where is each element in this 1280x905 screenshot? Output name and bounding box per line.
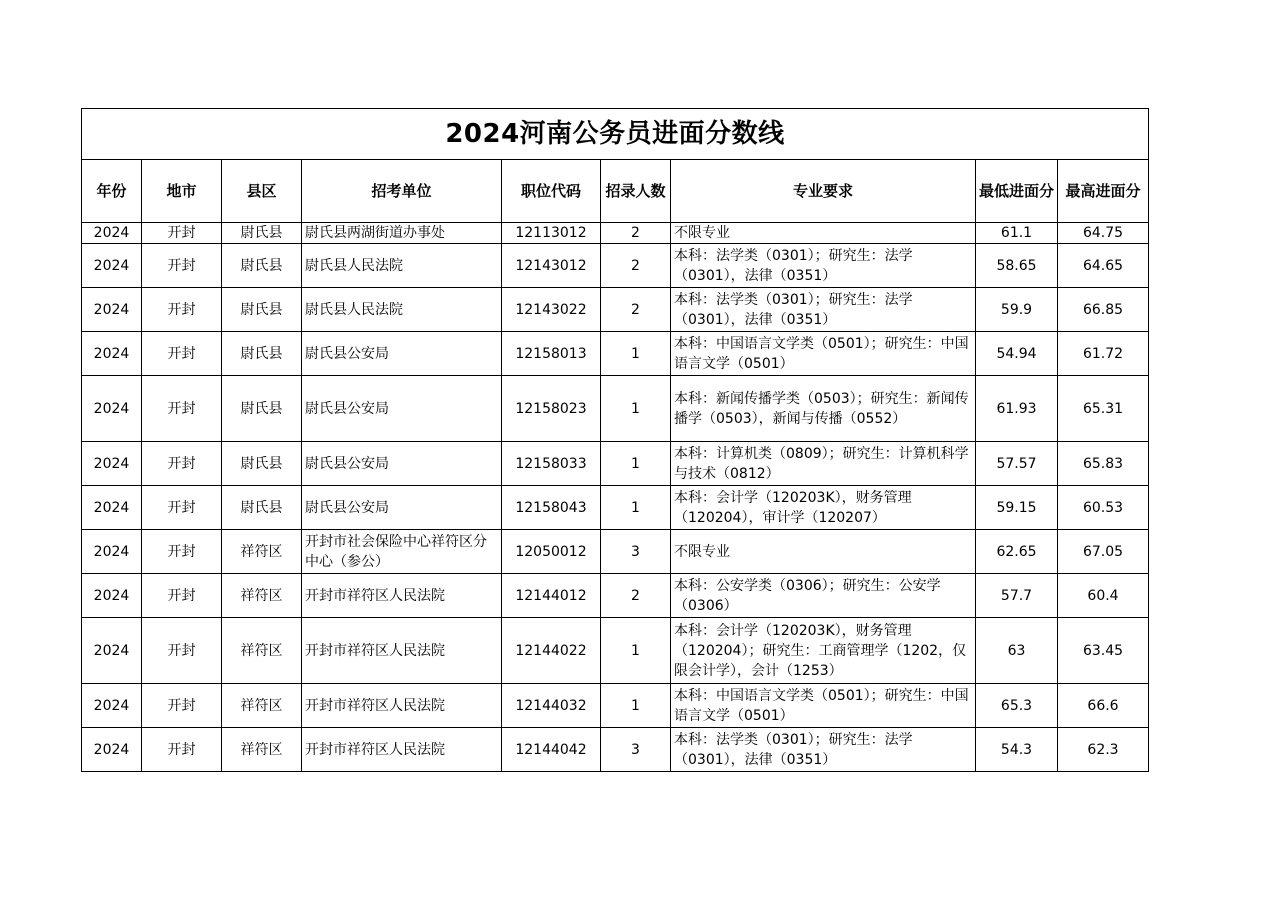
cell-num: 2: [601, 223, 671, 244]
cell-min: 58.65: [976, 244, 1058, 288]
cell-city: 开封: [142, 684, 222, 728]
cell-code: 12143022: [502, 288, 601, 332]
cell-major: 不限专业: [671, 223, 976, 244]
cell-code: 12144032: [502, 684, 601, 728]
cell-min: 59.9: [976, 288, 1058, 332]
cell-major: 本科：中国语言文学类（0501）；研究生：中国语言文学（0501）: [671, 332, 976, 376]
cell-num: 1: [601, 332, 671, 376]
cell-major: 本科：法学类（0301）；研究生：法学（0301），法律（0351）: [671, 288, 976, 332]
cell-unit: 开封市祥符区人民法院: [302, 574, 502, 618]
cell-unit: 尉氏县两湖街道办事处: [302, 223, 502, 244]
cell-major: 不限专业: [671, 530, 976, 574]
cell-year: 2024: [82, 728, 142, 772]
cell-year: 2024: [82, 244, 142, 288]
cell-major: 本科：法学类（0301）；研究生：法学（0301），法律（0351）: [671, 244, 976, 288]
cell-year: 2024: [82, 288, 142, 332]
cell-max: 64.75: [1058, 223, 1149, 244]
cell-year: 2024: [82, 442, 142, 486]
cell-max: 63.45: [1058, 618, 1149, 684]
cell-min: 61.93: [976, 376, 1058, 442]
cell-city: 开封: [142, 376, 222, 442]
cell-num: 1: [601, 684, 671, 728]
cell-year: 2024: [82, 376, 142, 442]
header-max: 最高进面分: [1058, 160, 1149, 223]
cell-min: 54.94: [976, 332, 1058, 376]
cell-year: 2024: [82, 684, 142, 728]
cell-code: 12144022: [502, 618, 601, 684]
cell-max: 65.83: [1058, 442, 1149, 486]
cell-major: 本科：法学类（0301）；研究生：法学（0301），法律（0351）: [671, 728, 976, 772]
cell-unit: 尉氏县公安局: [302, 332, 502, 376]
cell-code: 12158033: [502, 442, 601, 486]
cell-county: 尉氏县: [222, 332, 302, 376]
table-row: [82, 684, 1149, 728]
cell-max: 66.85: [1058, 288, 1149, 332]
cell-unit: 开封市祥符区人民法院: [302, 728, 502, 772]
cell-max: 65.31: [1058, 376, 1149, 442]
header-major: 专业要求: [671, 160, 976, 223]
cell-county: 祥符区: [222, 728, 302, 772]
header-year: 年份: [82, 160, 142, 223]
cell-year: 2024: [82, 486, 142, 530]
cell-city: 开封: [142, 574, 222, 618]
cell-major: 本科：公安学类（0306）；研究生：公安学（0306）: [671, 574, 976, 618]
cell-code: 12113012: [502, 223, 601, 244]
cell-num: 2: [601, 244, 671, 288]
cell-county: 祥符区: [222, 618, 302, 684]
cell-major: 本科：新闻传播学类（0503）；研究生：新闻传播学（0503），新闻与传播（0552）: [671, 376, 976, 442]
cell-num: 3: [601, 530, 671, 574]
cell-county: 祥符区: [222, 574, 302, 618]
cell-max: 64.65: [1058, 244, 1149, 288]
header-unit: 招考单位: [302, 160, 502, 223]
cell-code: 12158023: [502, 376, 601, 442]
cell-min: 57.7: [976, 574, 1058, 618]
cell-num: 1: [601, 486, 671, 530]
table-row: [82, 288, 1149, 332]
cell-county: 尉氏县: [222, 244, 302, 288]
title-row: [82, 109, 1149, 160]
cell-max: 62.3: [1058, 728, 1149, 772]
cell-code: 12158013: [502, 332, 601, 376]
cell-num: 1: [601, 618, 671, 684]
cell-major: 本科：计算机类（0809）；研究生：计算机科学与技术（0812）: [671, 442, 976, 486]
cell-num: 3: [601, 728, 671, 772]
table-row: [82, 332, 1149, 376]
cell-county: 尉氏县: [222, 288, 302, 332]
header-code: 职位代码: [502, 160, 601, 223]
cell-unit: 尉氏县公安局: [302, 486, 502, 530]
cell-code: 12144042: [502, 728, 601, 772]
header-row: [82, 160, 1149, 223]
cell-year: 2024: [82, 574, 142, 618]
cell-max: 66.6: [1058, 684, 1149, 728]
cell-num: 1: [601, 376, 671, 442]
table-row: [82, 442, 1149, 486]
cell-county: 尉氏县: [222, 376, 302, 442]
table-row: [82, 530, 1149, 574]
cell-city: 开封: [142, 618, 222, 684]
cell-min: 63: [976, 618, 1058, 684]
cell-max: 67.05: [1058, 530, 1149, 574]
cell-unit: 开封市祥符区人民法院: [302, 618, 502, 684]
cell-min: 57.57: [976, 442, 1058, 486]
cell-year: 2024: [82, 618, 142, 684]
table-title: 2024河南公务员进面分数线: [82, 109, 1149, 160]
cell-city: 开封: [142, 442, 222, 486]
cell-year: 2024: [82, 332, 142, 376]
table-row: [82, 574, 1149, 618]
cell-code: 12050012: [502, 530, 601, 574]
table-row: [82, 618, 1149, 684]
header-county: 县区: [222, 160, 302, 223]
cell-unit: 尉氏县公安局: [302, 442, 502, 486]
header-min: 最低进面分: [976, 160, 1058, 223]
cell-num: 2: [601, 574, 671, 618]
cell-unit: 尉氏县人民法院: [302, 244, 502, 288]
cell-year: 2024: [82, 223, 142, 244]
header-num: 招录人数: [601, 160, 671, 223]
cell-county: 尉氏县: [222, 223, 302, 244]
table-row: [82, 486, 1149, 530]
cell-major: 本科：中国语言文学类（0501）；研究生：中国语言文学（0501）: [671, 684, 976, 728]
cell-unit: 尉氏县人民法院: [302, 288, 502, 332]
cell-max: 60.53: [1058, 486, 1149, 530]
cell-county: 尉氏县: [222, 486, 302, 530]
cell-min: 62.65: [976, 530, 1058, 574]
cell-year: 2024: [82, 530, 142, 574]
cell-min: 65.3: [976, 684, 1058, 728]
cell-major: 本科：会计学（120203K），财务管理（120204）；研究生：工商管理学（1202，仅限会计学），会计（1253）: [671, 618, 976, 684]
cell-code: 12143012: [502, 244, 601, 288]
cell-min: 59.15: [976, 486, 1058, 530]
cell-min: 61.1: [976, 223, 1058, 244]
cell-city: 开封: [142, 530, 222, 574]
cell-max: 60.4: [1058, 574, 1149, 618]
header-city: 地市: [142, 160, 222, 223]
cell-code: 12144012: [502, 574, 601, 618]
cell-unit: 尉氏县公安局: [302, 376, 502, 442]
table-row: [82, 244, 1149, 288]
cell-city: 开封: [142, 728, 222, 772]
table-row: [82, 376, 1149, 442]
cell-county: 尉氏县: [222, 442, 302, 486]
table-row: [82, 223, 1149, 244]
cell-major: 本科：会计学（120203K），财务管理（120204），审计学（120207）: [671, 486, 976, 530]
cell-num: 1: [601, 442, 671, 486]
table-row: [82, 728, 1149, 772]
cell-county: 祥符区: [222, 530, 302, 574]
cell-city: 开封: [142, 486, 222, 530]
cell-unit: 开封市社会保险中心祥符区分中心（参公）: [302, 530, 502, 574]
cell-city: 开封: [142, 244, 222, 288]
score-table: [81, 108, 1149, 772]
cell-min: 54.3: [976, 728, 1058, 772]
cell-city: 开封: [142, 332, 222, 376]
cell-city: 开封: [142, 223, 222, 244]
cell-county: 祥符区: [222, 684, 302, 728]
cell-unit: 开封市祥符区人民法院: [302, 684, 502, 728]
cell-max: 61.72: [1058, 332, 1149, 376]
cell-num: 2: [601, 288, 671, 332]
cell-code: 12158043: [502, 486, 601, 530]
cell-city: 开封: [142, 288, 222, 332]
